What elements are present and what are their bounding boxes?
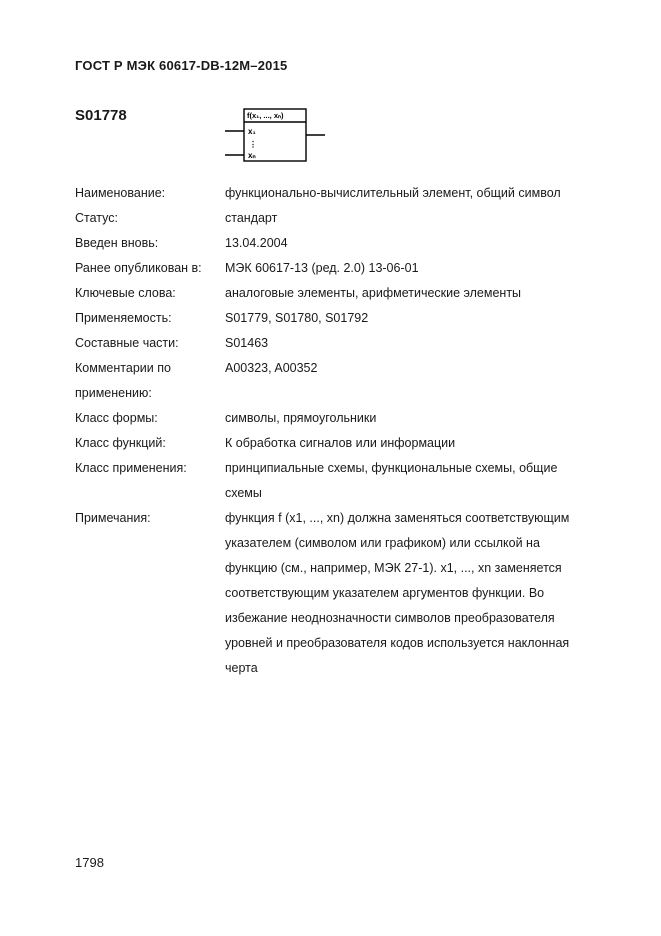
table-row: [75, 206, 591, 231]
field-label: Класс функций:: [75, 436, 166, 450]
field-value: символы, прямоугольники: [225, 411, 377, 425]
field-label: Примечания:: [75, 511, 151, 525]
field-label: Введен вновь:: [75, 236, 159, 250]
symbol-id: S01778: [75, 107, 127, 124]
field-value: МЭК 60617-13 (ред. 2.0) 13-06-01: [225, 261, 419, 275]
properties-table: [75, 181, 591, 681]
table-row: [75, 456, 591, 506]
symbol-diagram: [225, 107, 325, 167]
field-value: 13.04.2004: [225, 236, 288, 250]
input-label-xn: xₙ: [248, 151, 256, 160]
field-value: аналоговые элементы, арифметические элементы: [225, 286, 522, 300]
table-row: [75, 506, 591, 681]
field-label: Статус:: [75, 211, 118, 225]
symbol-section: [75, 107, 591, 167]
field-value: стандарт: [225, 211, 278, 225]
field-label: Применяемость:: [75, 311, 172, 325]
table-row: [75, 406, 591, 431]
field-label: Ключевые слова:: [75, 286, 176, 300]
page-number: 1798: [75, 855, 104, 870]
function-label: f(x₁, ..., xₙ): [247, 111, 284, 120]
field-label: Класс применения:: [75, 461, 187, 475]
ellipsis-dots: ⋮: [249, 140, 257, 149]
field-value: функция f (x1, ..., xn) должна заменяться соответствующим указателем (символом или графиком) или ссылкой на функцию (см., например, МЭК 27-1). x1, ..., xn заменяется соответствующим указателем аргументов функции. Во избежание неоднозначности символов преобразователя уровней и преобразователя кодов используется наклонная черта: [225, 511, 570, 675]
table-row: [75, 256, 591, 281]
table-row: [75, 281, 591, 306]
field-label: Наименование:: [75, 186, 166, 200]
document-title: ГОСТ Р МЭК 60617-DB-12M–2015: [75, 58, 288, 73]
field-value: A00323, A00352: [225, 361, 318, 375]
table-row: [75, 231, 591, 256]
field-value: S01463: [225, 336, 269, 350]
table-row: [75, 181, 591, 206]
function-element-symbol: [225, 107, 325, 167]
table-row: [75, 306, 591, 331]
table-row: [75, 331, 591, 356]
field-label: Комментарии по применению:: [75, 361, 171, 400]
field-label: Класс формы:: [75, 411, 158, 425]
input-label-x1: x₁: [248, 127, 256, 136]
field-label: Составные части:: [75, 336, 179, 350]
field-value: функционально-вычислительный элемент, общий символ: [225, 186, 561, 200]
table-row: [75, 356, 591, 406]
table-row: [75, 431, 591, 456]
field-label: Ранее опубликован в:: [75, 261, 202, 275]
field-value: S01779, S01780, S01792: [225, 311, 369, 325]
field-value: К обработка сигналов или информации: [225, 436, 456, 450]
field-value: принципиальные схемы, функциональные схемы, общие схемы: [225, 461, 558, 500]
